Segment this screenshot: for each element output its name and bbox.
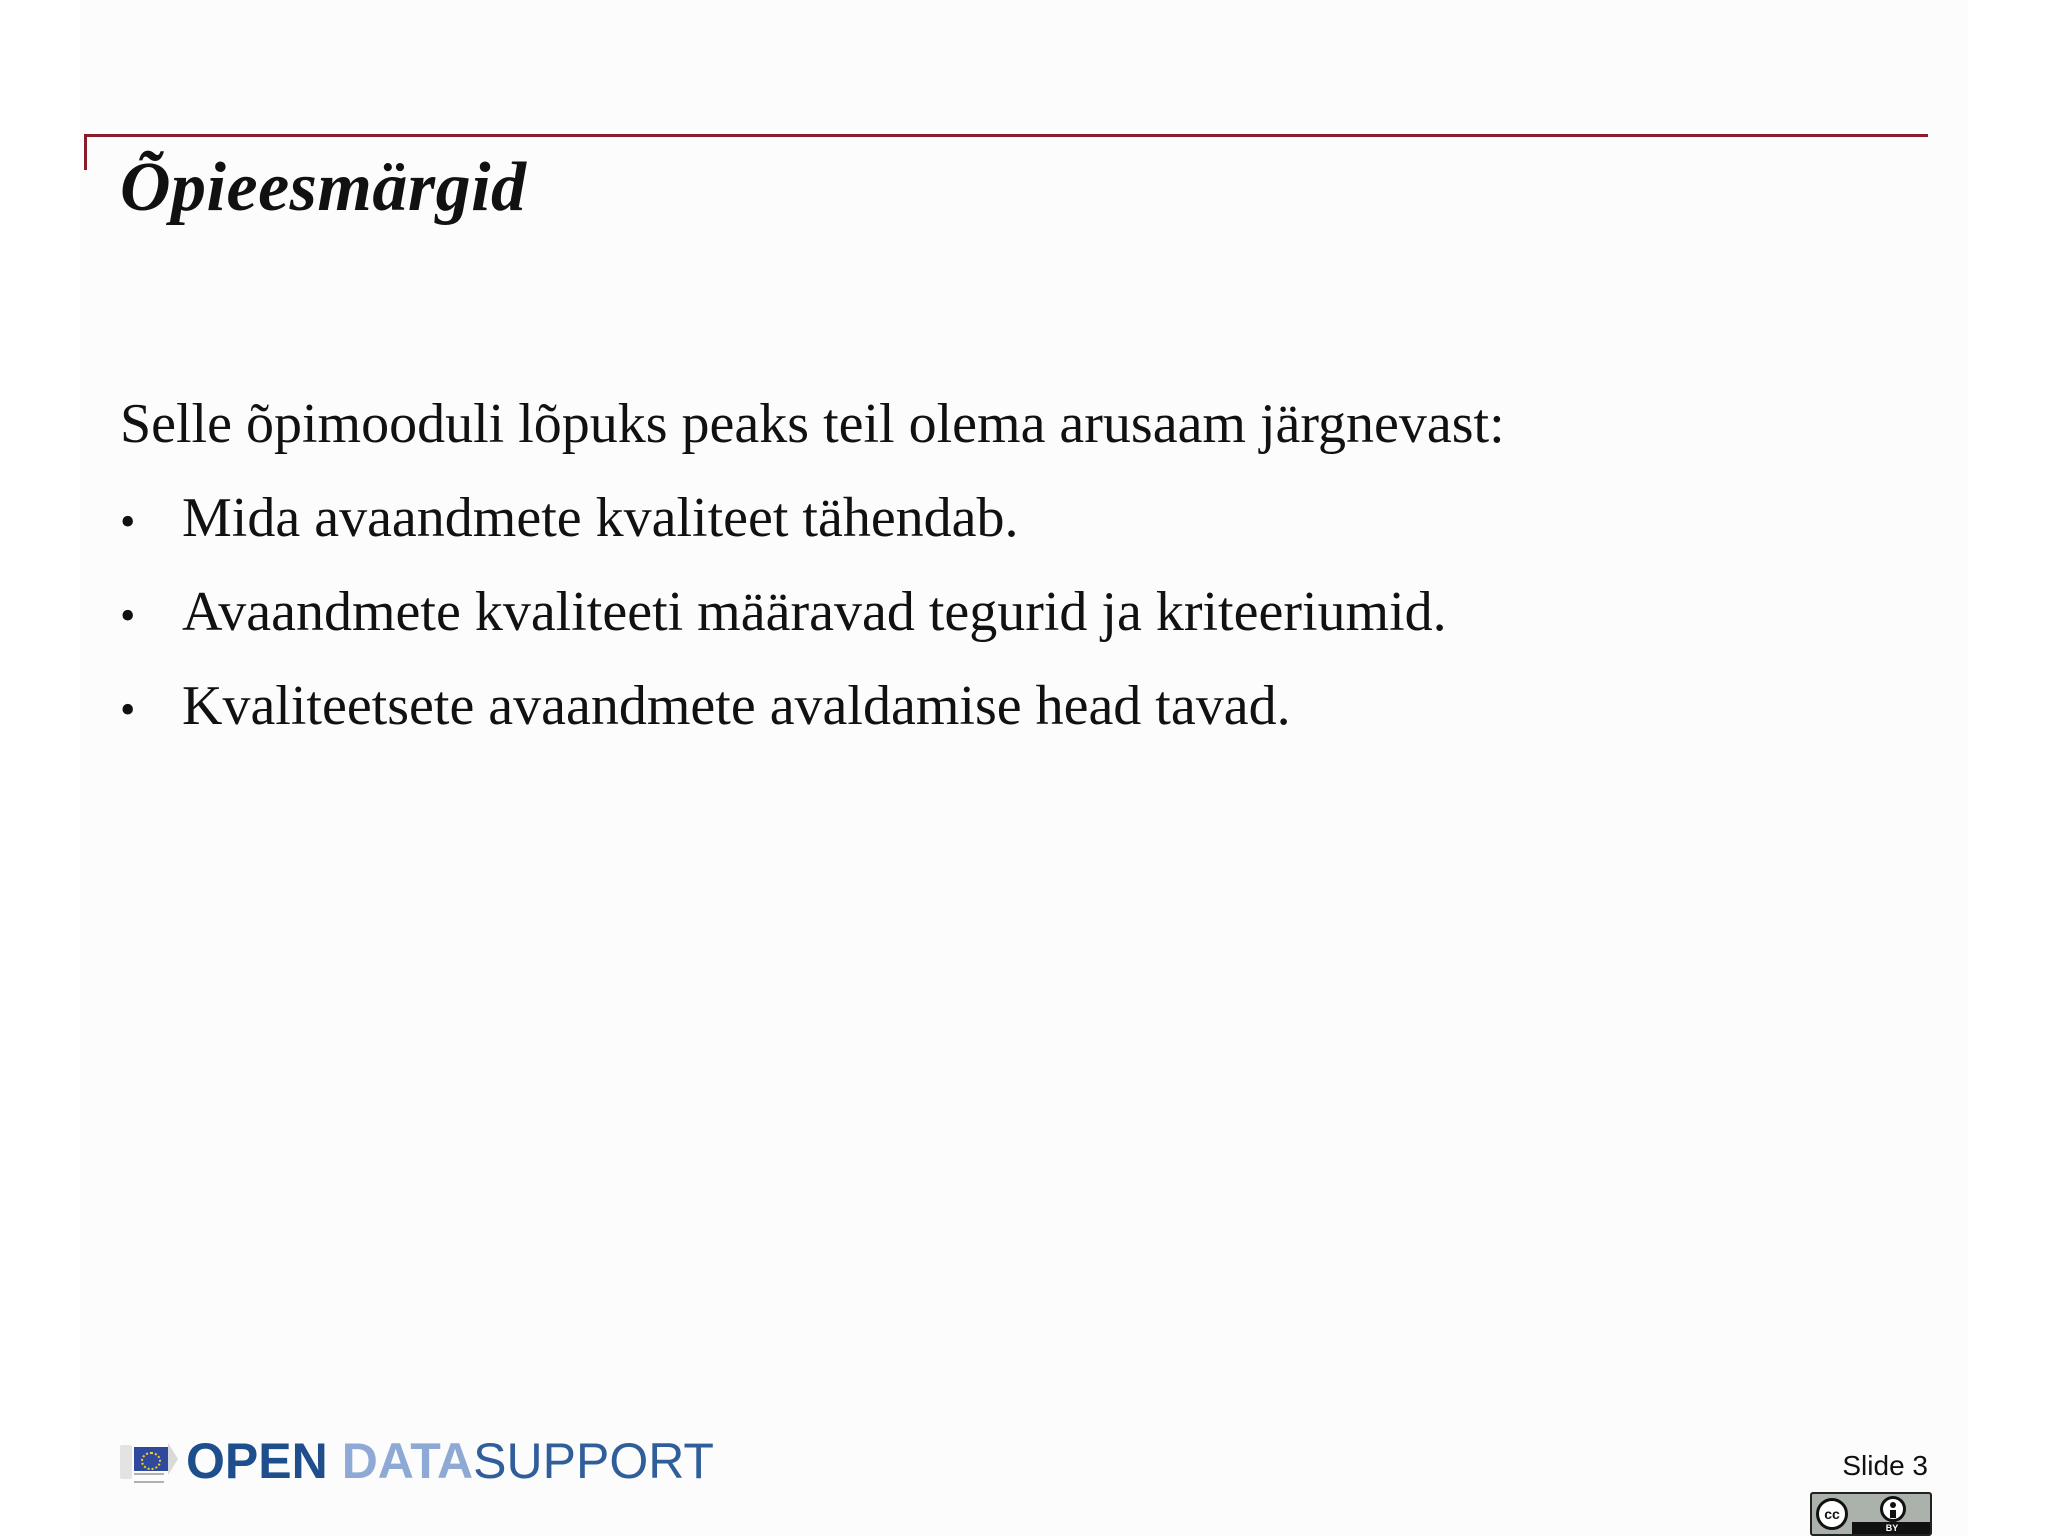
slide-background [80, 0, 1968, 1536]
list-item [120, 674, 1447, 768]
list-item-text: Avaandmete kvaliteeti määravad tegurid ja kriteeriumid. [182, 581, 1447, 643]
eu-flag-icon [120, 1441, 176, 1481]
list-item-text: Mida avaandmete kvaliteet tähendab. [182, 487, 1019, 549]
cc-icon: cc [1816, 1498, 1848, 1530]
list-item [120, 486, 1447, 580]
by-label: BY [1852, 1522, 1932, 1534]
attribution-icon [1880, 1496, 1906, 1522]
list-item-text: Kvaliteetsete avaandmete avaldamise head tavad. [182, 675, 1291, 737]
slide-title: Õpieesmärgid [120, 149, 527, 226]
objectives-list [120, 486, 1447, 768]
title-rule [84, 134, 1928, 137]
open-data-support-logo [120, 1433, 714, 1489]
brand-wordmark [186, 1433, 714, 1489]
brand-open: OPEN [186, 1433, 328, 1489]
bullet-icon: • [120, 591, 136, 640]
list-item [120, 580, 1447, 674]
slide-number: Slide 3 [1842, 1450, 1928, 1481]
intro-text: Selle õpimooduli lõpuks peaks teil olema arusaam järgnevast: [120, 393, 1505, 455]
brand-data: DATA [341, 1433, 474, 1489]
title-rule-tick [84, 134, 87, 170]
brand-support: SUPPORT [473, 1433, 714, 1489]
bullet-icon: • [120, 497, 136, 546]
bullet-icon: • [120, 685, 136, 734]
cc-by-license-icon [1810, 1492, 1932, 1536]
